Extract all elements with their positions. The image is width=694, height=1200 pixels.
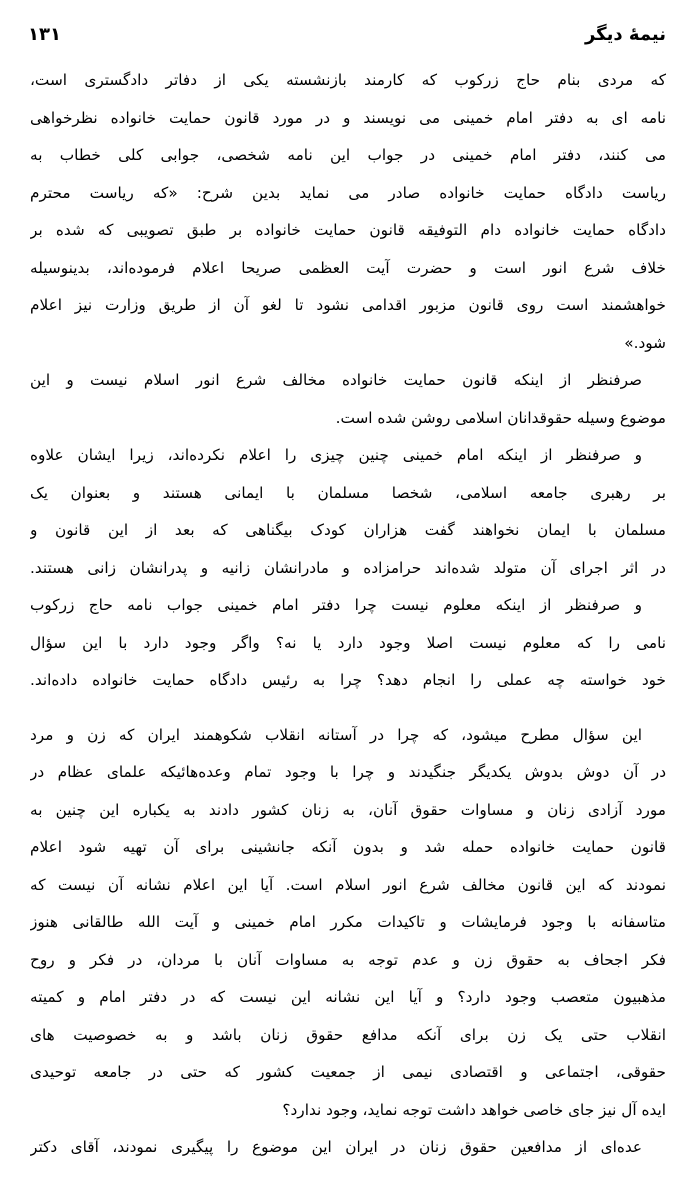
text-line: موضوع وسیله حقوقدانان اسلامی روشن شده است. bbox=[335, 408, 666, 427]
paragraph bbox=[30, 1129, 666, 1167]
text-line: انقلاب حتی یک زن برای آنکه مدافع حقوق زنان باشد و به خصوصیت های bbox=[30, 1025, 666, 1044]
paragraph bbox=[30, 362, 666, 437]
text-line: این سؤال مطرح میشود، که چرا در آستانه انقلاب شکوهمند ایران که زن و مرد bbox=[30, 725, 642, 744]
text-line: و صرفنظر از اینکه معلوم نیست چرا دفتر امام خمینی جواب نامه حاج زرکوب bbox=[30, 596, 642, 614]
text-line: بر رهبری جامعه اسلامی، شخصا مسلمان با ایمانی هستند و بعنوان یک bbox=[30, 483, 666, 502]
text-line: حقوقی، اجتماعی و اقتصادی نیمی از جمعیت کشور که حتی در جامعه توحیدی bbox=[30, 1063, 666, 1081]
text-line: دادگاه حمایت خانواده دام التوفیقه قانون حمایت خانواده بر طبق تصویبی که شده بر bbox=[30, 221, 666, 239]
paragraph-spacer bbox=[30, 700, 666, 717]
page-number: ۱۳۱ bbox=[28, 24, 61, 45]
text-line: ایده آل نیز جای خاصی خواهد داشت توجه نماید، وجود ندارد؟ bbox=[282, 1100, 666, 1119]
text-line: نامه ای به دفتر امام خمینی می نویسند و در مورد قانون حمایت خانواده نظرخواهی bbox=[30, 108, 666, 127]
text-line: مسلمان با ایمان نخواهند گفت هزاران کودک بیگناهی که بعد از این قانون و bbox=[30, 521, 666, 539]
text-line: در اثر اجرای آن متولد شده‌اند حرامزاده و مادرانشان زانیه و پدرانشان زانی هستند. bbox=[30, 558, 666, 577]
paragraph bbox=[30, 587, 666, 700]
running-header bbox=[28, 24, 666, 54]
text-line: صرفنظر از اینکه قانون حمایت خانواده مخالف شرع انور اسلام نیست و این bbox=[30, 371, 642, 389]
text-line: که مردی بنام حاج زرکوب که کارمند بازنشسته یکی از دفاتر دادگستری است، bbox=[30, 71, 666, 89]
paragraph bbox=[30, 437, 666, 587]
body-text bbox=[30, 62, 666, 1167]
text-line: متاسفانه با وجود فرمایشات و تاکیدات مکرر امام خمینی و آیت الله طالقانی هنوز bbox=[30, 913, 666, 931]
paragraph bbox=[30, 62, 666, 362]
text-line: مورد آزادی زنان و مساوات حقوق آنان، به زنان کشور دادند به یکباره این چنین به bbox=[30, 800, 666, 819]
text-line: نمودند که این قانون مخالف شرع انور اسلام است. آیا این اعلام نشانه آن نیست که bbox=[30, 875, 666, 894]
text-line: ریاست دادگاه حمایت خانواده صادر می نماید بدین شرح: «که ریاست محترم bbox=[30, 183, 666, 202]
text-line: نامی را که معلوم نیست اصلا وجود دارد یا نه؟ واگر وجود دارد با این سؤال bbox=[30, 633, 666, 652]
text-line: قانون حمایت خانواده حمله شد و بدون آنکه جانشینی برای آن تهیه شود اعلام bbox=[30, 838, 666, 856]
text-line: فکر اجحاف به حقوق زن و عدم توجه به مساوات آنان با مردان، در فکر و روح bbox=[30, 950, 666, 969]
text-line: مذهبیون متعصب وجود دارد؟ و آیا این نشانه این نیست که در دفتر امام و کمیته bbox=[30, 988, 666, 1006]
text-line: و صرفنظر از اینکه امام خمینی چنین چیزی را اعلام نکرده‌اند، زیرا ایشان علاوه bbox=[30, 446, 642, 464]
text-line: می کنند، دفتر امام خمینی در جواب این نامه شخصی، جوابی کلی خطاب به bbox=[30, 146, 666, 164]
text-line: خود خواسته چه عملی را انجام دهد؟ چرا به رئیس دادگاه حمایت خانواده داده‌اند. bbox=[30, 671, 666, 689]
paragraph bbox=[30, 717, 666, 1130]
text-line: عده‌ای از مدافعین حقوق زنان در ایران این موضوع را پیگیری نمودند، آقای دکتر bbox=[30, 1138, 642, 1156]
text-line: در آن دوش بدوش یکدیگر جنگیدند و چرا با وجود تمام وعده‌هائیکه علمای عظام در bbox=[30, 763, 666, 781]
text-line: خلاف شرع انور است و حضرت آیت العظمی صریحا اعلام فرموده‌اند، بدینوسیله bbox=[30, 258, 666, 277]
text-line: شود.» bbox=[624, 333, 666, 352]
text-line: خواهشمند است روی قانون مزبور اقدامی نشود تا لغو آن از طریق وزارت نیز اعلام bbox=[30, 296, 666, 314]
book-title: نیمهٔ دیگر bbox=[584, 24, 666, 45]
